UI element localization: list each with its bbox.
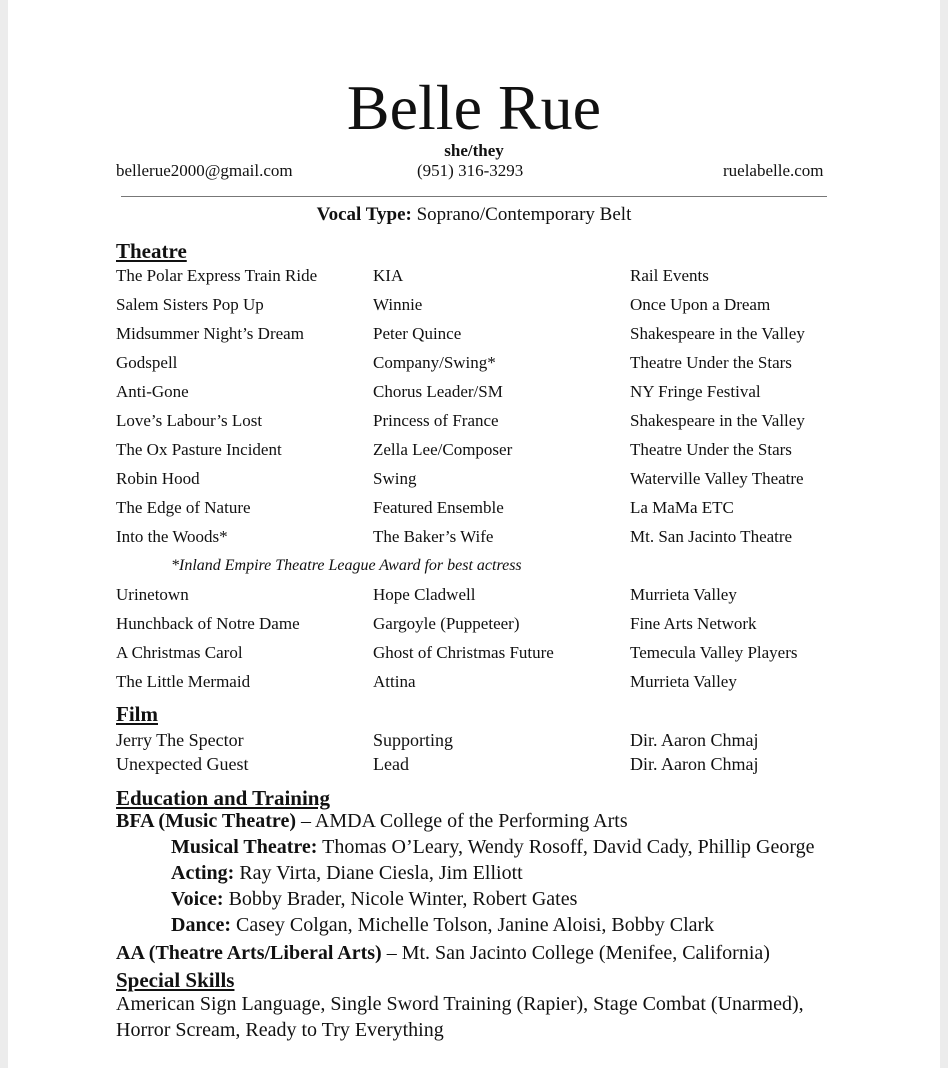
credit-title: The Ox Pasture Incident	[116, 440, 282, 459]
credit-title: Midsummer Night’s Dream	[116, 324, 304, 343]
credit-role: Gargoyle (Puppeteer)	[373, 614, 520, 633]
website: ruelabelle.com	[723, 161, 824, 180]
training-line	[171, 862, 523, 885]
header-divider	[121, 196, 827, 197]
aa-degree	[116, 942, 770, 965]
credit-role: Hope Cladwell	[373, 585, 476, 604]
training-line	[171, 914, 714, 937]
credit-venue: Once Upon a Dream	[630, 295, 771, 314]
credit-venue: Dir. Aaron Chmaj	[630, 730, 759, 750]
phone: (951) 316-3293	[417, 161, 524, 180]
credit-title: Unexpected Guest	[116, 754, 249, 774]
credit-venue: Murrieta Valley	[630, 672, 737, 691]
email: bellerue2000@gmail.com	[116, 161, 293, 180]
credit-venue: Murrieta Valley	[630, 585, 737, 604]
actor-name: Belle Rue	[346, 72, 602, 143]
credit-role: Lead	[373, 754, 409, 774]
training-label: Musical Theatre:	[171, 836, 318, 858]
credit-venue: Dir. Aaron Chmaj	[630, 754, 759, 774]
credit-role: Zella Lee/Composer	[373, 440, 513, 459]
credit-title: A Christmas Carol	[116, 643, 243, 662]
credit-title: Into the Woods*	[116, 527, 228, 546]
credit-title: Hunchback of Notre Dame	[116, 614, 300, 633]
training-label: Dance:	[171, 914, 231, 936]
education-heading: Education and Training	[116, 786, 330, 810]
training-instructors: Thomas O’Leary, Wendy Rosoff, David Cady, Phillip George	[317, 836, 815, 858]
training-label: Acting:	[171, 862, 235, 884]
training-line	[171, 888, 577, 911]
credit-venue: Mt. San Jacinto Theatre	[630, 527, 793, 546]
training-instructors: Ray Virta, Diane Ciesla, Jim Elliott	[234, 862, 523, 884]
credit-role: Company/Swing*	[373, 353, 496, 372]
credit-role: Princess of France	[373, 411, 499, 430]
credit-title: Love’s Labour’s Lost	[116, 411, 263, 430]
credit-venue: Shakespeare in the Valley	[630, 411, 805, 430]
credit-venue: Fine Arts Network	[630, 614, 757, 633]
credit-title: Salem Sisters Pop Up	[116, 295, 264, 314]
credit-role: Featured Ensemble	[373, 498, 504, 517]
credit-role: The Baker’s Wife	[373, 527, 494, 546]
credit-venue: NY Fringe Festival	[630, 382, 761, 401]
credit-title: Anti-Gone	[116, 382, 189, 401]
credit-venue: Waterville Valley Theatre	[630, 469, 804, 488]
training-instructors: Bobby Brader, Nicole Winter, Robert Gates	[223, 888, 578, 910]
skills-line-1: American Sign Language, Single Sword Training (Rapier), Stage Combat (Unarmed),	[116, 993, 804, 1015]
vocal-type-label: Vocal Type:	[316, 204, 412, 225]
skills-line-2: Horror Scream, Ready to Try Everything	[116, 1019, 444, 1041]
credit-role: Ghost of Christmas Future	[373, 643, 554, 662]
bfa-label: BFA (Music Theatre)	[116, 810, 296, 832]
credit-title: Godspell	[116, 353, 178, 372]
credit-title: Urinetown	[116, 585, 189, 604]
pronouns: she/they	[444, 141, 504, 160]
credit-title: The Little Mermaid	[116, 672, 251, 691]
credit-title: Jerry The Spector	[116, 730, 244, 750]
credit-role: KIA	[373, 266, 404, 285]
aa-school: – Mt. San Jacinto College (Menifee, California)	[381, 942, 770, 964]
training-instructors: Casey Colgan, Michelle Tolson, Janine Aloisi, Bobby Clark	[230, 914, 715, 936]
credit-venue: Rail Events	[630, 266, 709, 285]
film-heading: Film	[116, 702, 158, 726]
credit-role: Peter Quince	[373, 324, 462, 343]
skills-heading: Special Skills	[116, 968, 235, 992]
credit-title: Robin Hood	[116, 469, 200, 488]
credit-venue: Shakespeare in the Valley	[630, 324, 805, 343]
training-line	[171, 836, 815, 859]
credit-role: Swing	[373, 469, 417, 488]
bfa-school: – AMDA College of the Performing Arts	[295, 810, 628, 832]
credit-role: Attina	[373, 672, 416, 691]
credit-venue: La MaMa ETC	[630, 498, 734, 517]
bfa-degree	[116, 810, 628, 833]
credit-role: Supporting	[373, 730, 454, 750]
vocal-type-value: Soprano/Contemporary Belt	[411, 204, 632, 225]
resume-page	[8, 0, 940, 1068]
credit-title: The Edge of Nature	[116, 498, 251, 517]
credit-title: The Polar Express Train Ride	[116, 266, 318, 285]
vocal-type	[8, 204, 940, 226]
credit-venue: Theatre Under the Stars	[630, 353, 792, 372]
theatre-heading: Theatre	[116, 239, 187, 263]
training-label: Voice:	[171, 888, 224, 910]
award-note: *Inland Empire Theatre League Award for best actress	[171, 557, 522, 574]
credit-role: Chorus Leader/SM	[373, 382, 503, 401]
credit-role: Winnie	[373, 295, 423, 314]
aa-label: AA (Theatre Arts/Liberal Arts)	[116, 942, 382, 964]
credit-venue: Temecula Valley Players	[630, 643, 798, 662]
credit-venue: Theatre Under the Stars	[630, 440, 792, 459]
